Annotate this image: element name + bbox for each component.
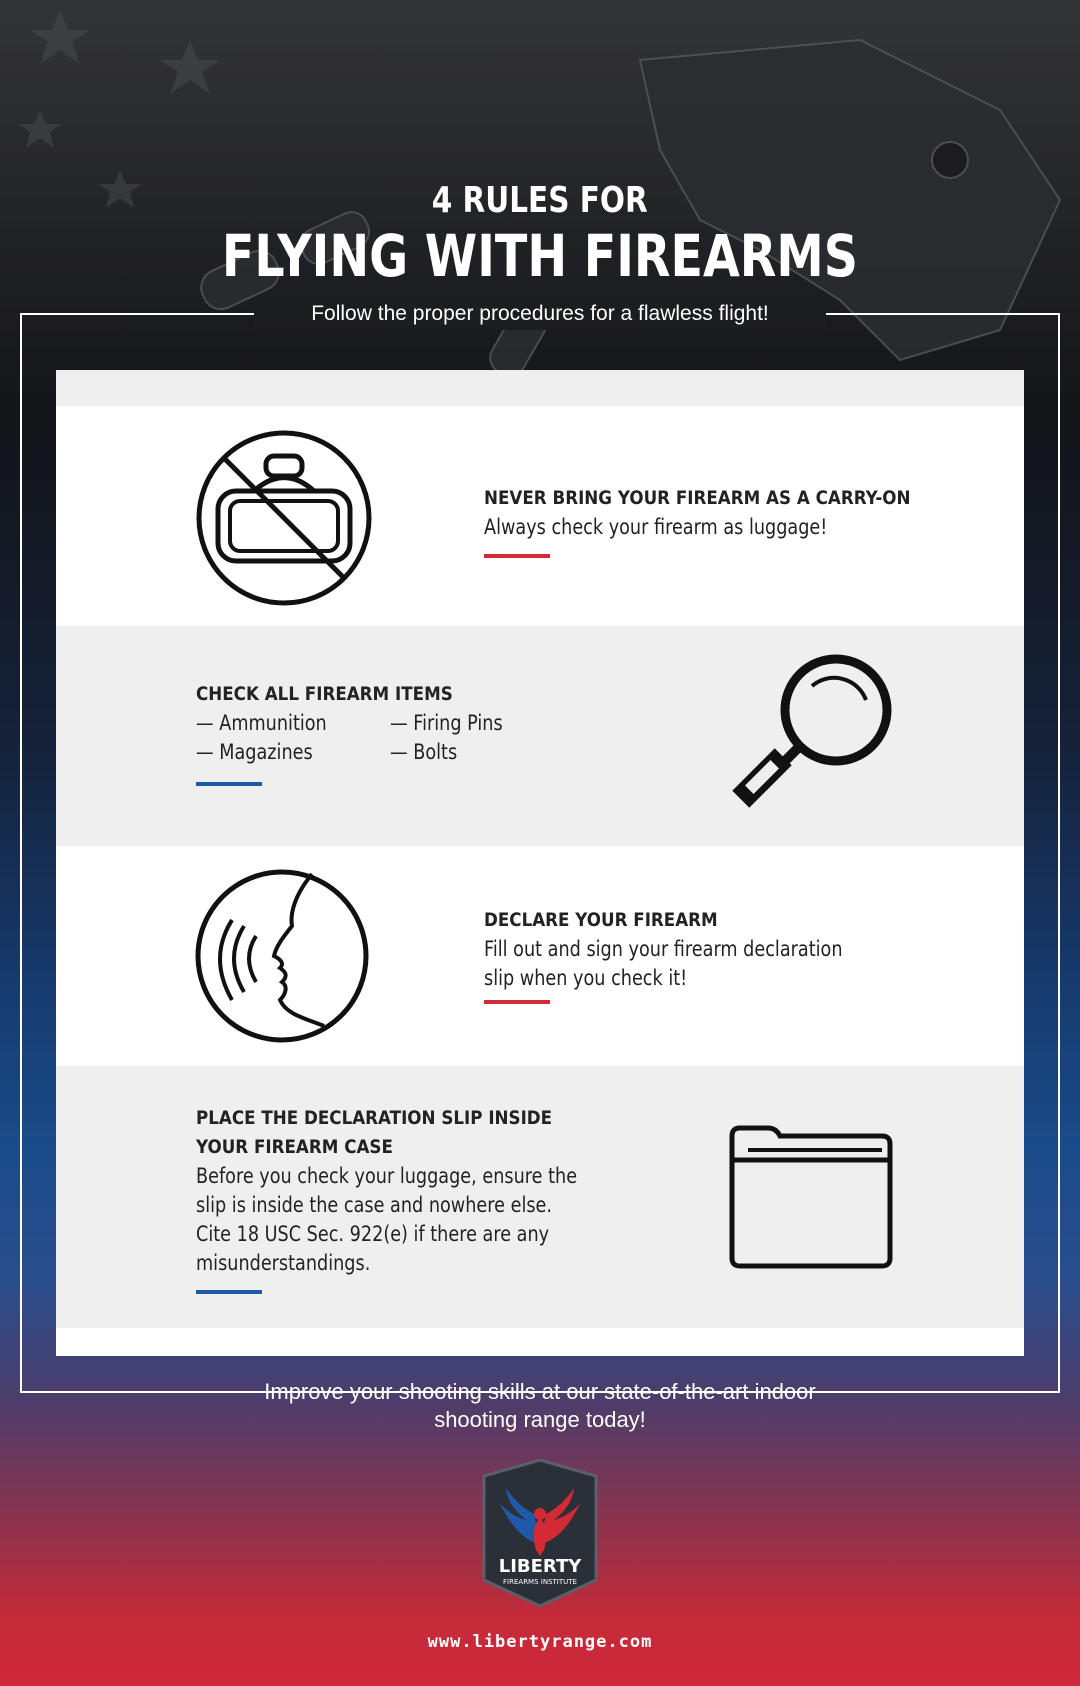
rule-2-item-bolts: — Bolts [390,740,458,764]
rule-2-title: CHECK ALL FIREARM ITEMS [196,683,453,705]
rule-row-3 [56,846,1024,1066]
rule-row-2 [56,626,1024,846]
panel-top-strip [56,370,1024,406]
speaking-face-icon [194,866,374,1046]
footer-cta [240,1378,840,1434]
page-title: FLYING WITH FIREARMS [221,222,859,290]
logo-subtext: FIREARMS INSTITUTE [503,1578,577,1586]
footer-divider-left [20,1391,240,1393]
rule-4-title-line-1: PLACE THE DECLARATION SLIP INSIDE [196,1107,553,1129]
logo-wordmark: LIBERTY [498,1556,582,1577]
rule-4-text-line-1: Before you check your luggage, ensure the [196,1164,578,1188]
rule-4-accent-bar [196,1290,262,1294]
rule-2-accent-bar [196,782,262,786]
rule-3-text-line-2: slip when you check it! [484,966,688,990]
rule-2-item-firing-pins: — Firing Pins [390,711,503,735]
rule-3-title: DECLARE YOUR FIREARM [484,909,718,931]
rule-1-title: NEVER BRING YOUR FIREARM AS A CARRY-ON [484,487,911,509]
header [0,180,1080,289]
folder-icon [724,1122,894,1272]
rule-2-item-magazines: — Magazines [196,740,313,764]
rule-3-accent-bar [484,1000,550,1004]
website-link[interactable]: www.libertyrange.com [427,1632,653,1652]
rule-row-1 [56,406,1024,626]
rule-1-accent-bar [484,554,550,558]
rule-3-text-line-1: Fill out and sign your firearm declaration [484,937,843,961]
rule-1-text: Always check your firearm as luggage! [484,515,828,539]
magnifying-glass-icon [728,652,898,822]
footer-divider-right [830,1391,1060,1393]
rule-4-text-line-4: misunderstandings. [196,1251,371,1275]
rule-row-4 [56,1066,1024,1328]
footer-cta-line-2: shooting range today! [434,1407,646,1432]
subtitle: Follow the proper procedures for a flawless flight! [254,298,826,330]
liberty-logo[interactable] [478,1456,602,1610]
rule-2-item-ammunition: — Ammunition [196,711,327,735]
footer-cta-line-1: Improve your shooting skills at our state-of-the-art indoor [264,1379,816,1404]
rules-panel [56,370,1024,1356]
rule-4-text-line-3: Cite 18 USC Sec. 922(e) if there are any [196,1222,550,1246]
no-luggage-icon [194,428,374,608]
rule-4-text-line-2: slip is inside the case and nowhere else. [196,1193,553,1217]
rule-4-title-line-2: YOUR FIREARM CASE [196,1136,393,1158]
title-kicker: 4 RULES FOR [431,180,649,221]
